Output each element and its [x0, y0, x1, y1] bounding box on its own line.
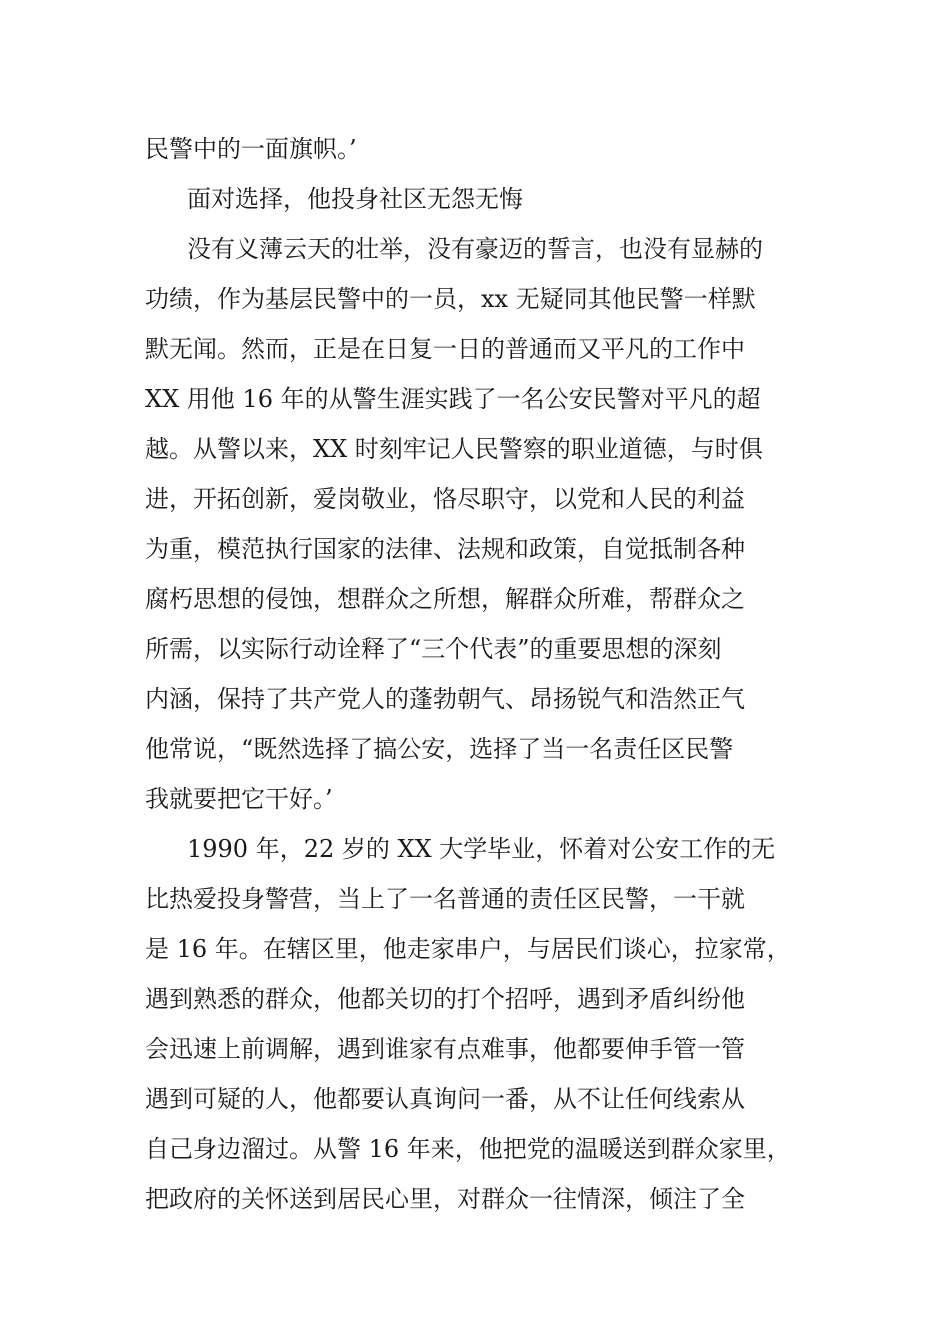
text-line: 把政府的关怀送到居民心里，对群众一往情深，倾注了全 — [145, 1185, 745, 1213]
text-line: 他常说，“既然选择了搞公安，选择了当一名责任区民警 — [145, 735, 734, 763]
text-line: 为重，模范执行国家的法律、法规和政策，自觉抵制各种 — [145, 535, 745, 563]
text-line: 功绩，作为基层民警中的一员，xx 无疑同其他民警一样默 — [145, 285, 756, 313]
text-line: 默无闻。然而，正是在日复一日的普通而又平凡的工作中 — [145, 335, 745, 363]
text-line: 民警中的一面旗帜。’ — [145, 135, 357, 163]
body-text — [145, 124, 825, 1224]
text-line: 比热爱投身警营，当上了一名普通的责任区民警，一干就 — [145, 885, 745, 913]
text-line: 进，开拓创新，爱岗敬业，恪尽职守，以党和人民的利益 — [145, 485, 745, 513]
text-line: 腐朽思想的侵蚀，想群众之所想，解群众所难，帮群众之 — [145, 585, 745, 613]
text-line: XX 用他 16 年的从警生涯实践了一名公安民警对平凡的超 — [145, 385, 761, 413]
text-line: 遇到可疑的人，他都要认真询问一番，从不让任何线索从 — [145, 1085, 745, 1113]
text-line: 面对选择，他投身社区无怨无悔 — [187, 185, 523, 213]
text-line: 所需，以实际行动诠释了“三个代表”的重要思想的深刻 — [145, 635, 722, 663]
text-line: 遇到熟悉的群众，他都关切的打个招呼，遇到矛盾纠纷他 — [145, 985, 745, 1013]
text-line: 1990 年，22 岁的 XX 大学毕业，怀着对公安工作的无 — [187, 835, 776, 863]
text-line: 内涵，保持了共产党人的蓬勃朝气、昂扬锐气和浩然正气 — [145, 685, 745, 713]
text-line: 自己身边溜过。从警 16 年来，他把党的温暖送到群众家里， — [145, 1135, 791, 1163]
text-line: 会迅速上前调解，遇到谁家有点难事，他都要伸手管一管 — [145, 1035, 745, 1063]
text-line: 是 16 年。在辖区里，他走家串户，与居民们谈心，拉家常， — [145, 935, 791, 963]
text-line: 没有义薄云天的壮举，没有豪迈的誓言，也没有显赫的 — [187, 235, 763, 263]
text-line: 我就要把它干好。’ — [145, 785, 333, 813]
text-line: 越。从警以来，XX 时刻牢记人民警察的职业道德，与时俱 — [145, 435, 763, 463]
